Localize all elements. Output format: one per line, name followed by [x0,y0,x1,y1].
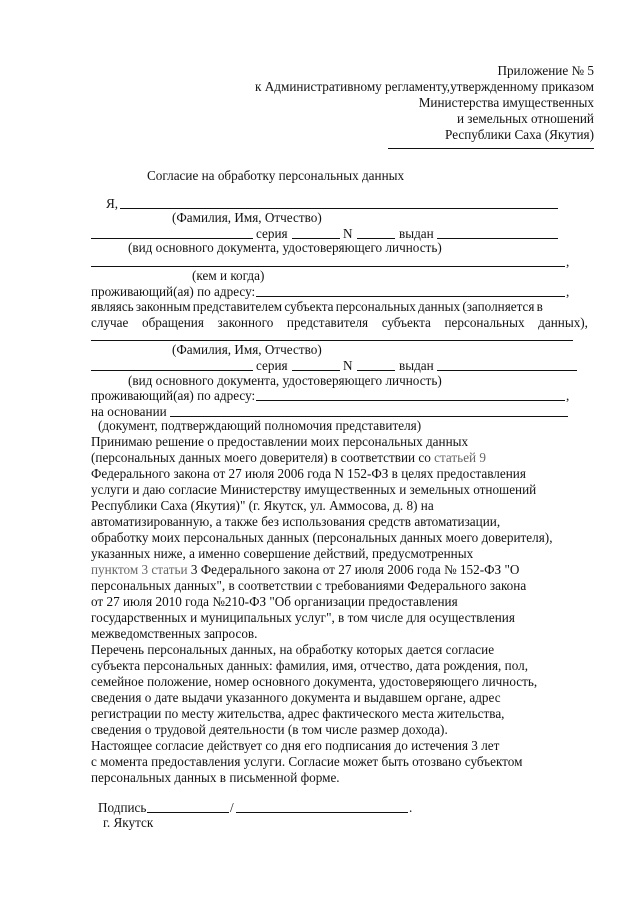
law-reference-link[interactable]: статьей 9 [434,450,486,465]
rep-doc-type-field[interactable] [91,370,253,371]
appendix-republic: Республики Саха (Якутия) [445,127,594,142]
fio-caption: (Фамилия, Имя, Отчество) [172,210,322,225]
address-field[interactable] [256,296,565,297]
basis-label: на основании [91,404,167,419]
residing-label-2: проживающий(ая) по адресу: [91,388,256,403]
number-label: N [343,226,353,241]
authority-caption: (документ, подтверждающий полномочия представителя) [98,418,422,433]
when-caption: (кем и когда) [192,268,265,283]
signature-dot: . [409,800,413,815]
p1-line: Республики Саха (Якутия)" (г. Якутск, ул. Аммосова, д. 8) на [91,498,434,513]
p2-line: регистрации по месту жительства, адрес фактического места жительства, [91,706,505,721]
issued-by-field[interactable] [91,266,565,267]
appendix-relations: и земельных отношений [456,111,594,126]
signature-label: Подпись [98,800,147,815]
rep-fio-field[interactable] [91,340,573,341]
p1-line: автоматизированную, а также без использования средств автоматизации, [91,514,501,529]
city-label: г. Якутск [103,815,154,830]
p1-line: пунктом 3 статьи 3 Федерального закона от 27 июля 2006 года № 152-ФЗ "О [91,562,520,577]
signature-slash: / [230,800,234,815]
p3-line: персональных данных в письменной форме. [91,770,340,785]
fio-field[interactable] [120,208,558,209]
rep-series-field[interactable] [292,370,340,371]
residing-label: проживающий(ая) по адресу: [91,284,256,299]
law-reference-link[interactable]: пунктом 3 статьи [91,562,188,577]
signature-field[interactable] [147,812,229,813]
i-label: Я, [106,196,119,211]
number-field[interactable] [357,238,395,239]
appendix-underline [388,148,594,149]
p1-line: Федерального закона от 27 июля 2006 года N 152-ФЗ в целях предоставления [91,466,526,481]
issued-label-2: выдан [399,358,434,373]
p1-line: указанных ниже, а именно совершение действий, предусмотренных [91,546,474,561]
p1-line: обработку моих персональных данных (персональных данных моего доверителя), [91,530,553,545]
comma-mark-2: , [566,284,570,299]
p2-line: субъекта персональных данных: фамилия, имя, отчество, дата рождения, пол, [91,658,528,673]
p2-line: сведения о трудовой деятельности (в том числе размер дохода). [91,722,448,737]
rep-line-2: случае обращения законного представителя субъекта персональных данных), [91,315,588,330]
doc-caption-2: (вид основного документа, удостоверяющего личность) [128,373,442,388]
comma-mark-3: , [566,388,570,403]
rep-line-1: являясь законным представителем субъекта персональных данных (заполняется в [91,299,543,314]
fio-caption-2: (Фамилия, Имя, Отчество) [172,342,322,357]
comma-mark: , [566,254,570,269]
appendix-number: Приложение № 5 [497,63,594,78]
page-title: Согласие на обработку персональных данных [147,168,405,183]
basis-field[interactable] [170,416,568,417]
p2-line: сведения о дате выдачи указанного документа и выдавшем органе, адрес [91,690,501,705]
rep-address-field[interactable] [256,400,565,401]
issued-label: выдан [399,226,434,241]
rep-issued-field[interactable] [437,370,577,371]
p1-line: персональных данных", в соответствии с требованиями Федерального закона [91,578,527,593]
appendix-regulation: к Административному регламенту,утвержденному приказом [255,79,594,94]
p1-line: межведомственных запросов. [91,626,258,641]
p1-line: Принимаю решение о предоставлении моих персональных данных [91,434,469,449]
series-label-2: серия [256,358,288,373]
rep-number-field[interactable] [357,370,395,371]
p2-line: Перечень персональных данных, на обработку которых дается согласие [91,642,495,657]
series-field[interactable] [292,238,340,239]
issued-field[interactable] [437,238,558,239]
series-label: серия [256,226,288,241]
number-label-2: N [343,358,353,373]
doc-caption: (вид основного документа, удостоверяющего личность) [128,240,442,255]
p1-line: государственных и муниципальных услуг", в том числе для осуществления [91,610,515,625]
p1-line: от 27 июля 2010 года №210-ФЗ "Об организации предоставления [91,594,458,609]
p2-line: семейное положение, номер основного документа, удостоверяющего личность, [91,674,538,689]
p3-line: Настоящее согласие действует со дня его подписания до истечения 3 лет [91,738,500,753]
doc-type-field[interactable] [91,238,253,239]
p1-line: услуги и даю согласие Министерству имущественных и земельных отношений [91,482,537,497]
p3-line: с момента предоставления услуги. Согласие может быть отозвано субъектом [91,754,523,769]
signature-name-field[interactable] [236,812,408,813]
appendix-ministry: Министерства имущественных [418,95,594,110]
p1-line: (персональных данных моего доверителя) в соответствии со статьей 9 [91,450,486,465]
